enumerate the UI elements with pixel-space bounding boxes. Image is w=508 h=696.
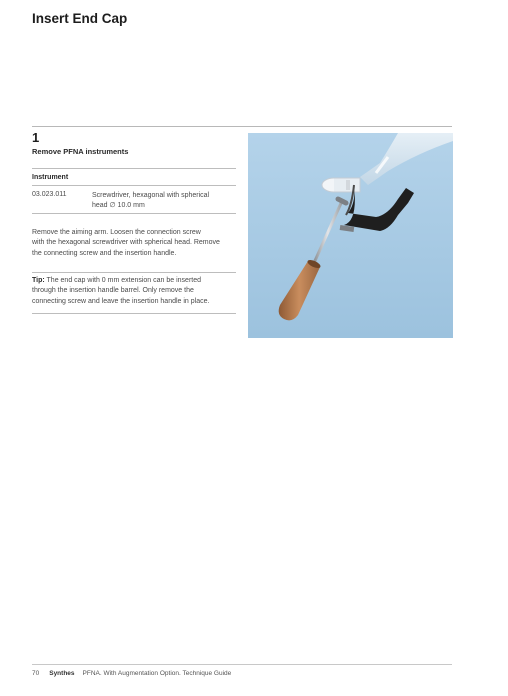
footer-divider <box>32 664 452 665</box>
instrument-table-header: Instrument <box>32 174 69 181</box>
page-title: Insert End Cap <box>32 11 128 26</box>
instrument-description-line: Screwdriver, hexagonal with spherical <box>92 192 210 199</box>
tip-line <box>32 276 240 286</box>
tip-line: through the insertion handle barrel. Only remove the <box>32 287 194 295</box>
instruction-line: Remove the aiming arm. Loosen the connection screw <box>32 229 201 236</box>
brand-name: Synthes <box>49 670 75 677</box>
section-divider <box>32 126 452 127</box>
table-top-rule <box>32 168 236 169</box>
instrument-description <box>92 191 237 211</box>
table-bottom-rule <box>32 213 236 214</box>
screwdriver-illustration <box>248 133 453 338</box>
instruction-paragraph <box>32 228 240 259</box>
tip-bottom-rule <box>32 313 236 314</box>
instruction-line: with the hexagonal screwdriver with spherical head. Remove <box>32 239 220 247</box>
instruction-line: the connecting screw and the insertion handle. <box>32 249 177 257</box>
tip-label: Tip: <box>32 277 45 284</box>
step-title: Remove PFNA instruments <box>32 147 129 156</box>
instrument-code: 03.023.011 <box>32 191 67 198</box>
step-number: 1 <box>32 130 40 145</box>
tip-line: connecting screw and leave the insertion handle in place. <box>32 297 210 305</box>
page-number: 70 <box>32 670 40 677</box>
guide-title: PFNA. With Augmentation Option. Technique Guide <box>82 670 232 677</box>
tip-line-text: The end cap with 0 mm extension can be inserted <box>46 277 202 284</box>
page-footer <box>32 670 231 677</box>
table-header-rule <box>32 185 236 186</box>
tip-divider <box>32 272 236 273</box>
tip-paragraph <box>32 276 240 307</box>
instrument-description-line: head ∅ 10.0 mm <box>92 202 145 209</box>
instrument-photo <box>248 133 453 338</box>
